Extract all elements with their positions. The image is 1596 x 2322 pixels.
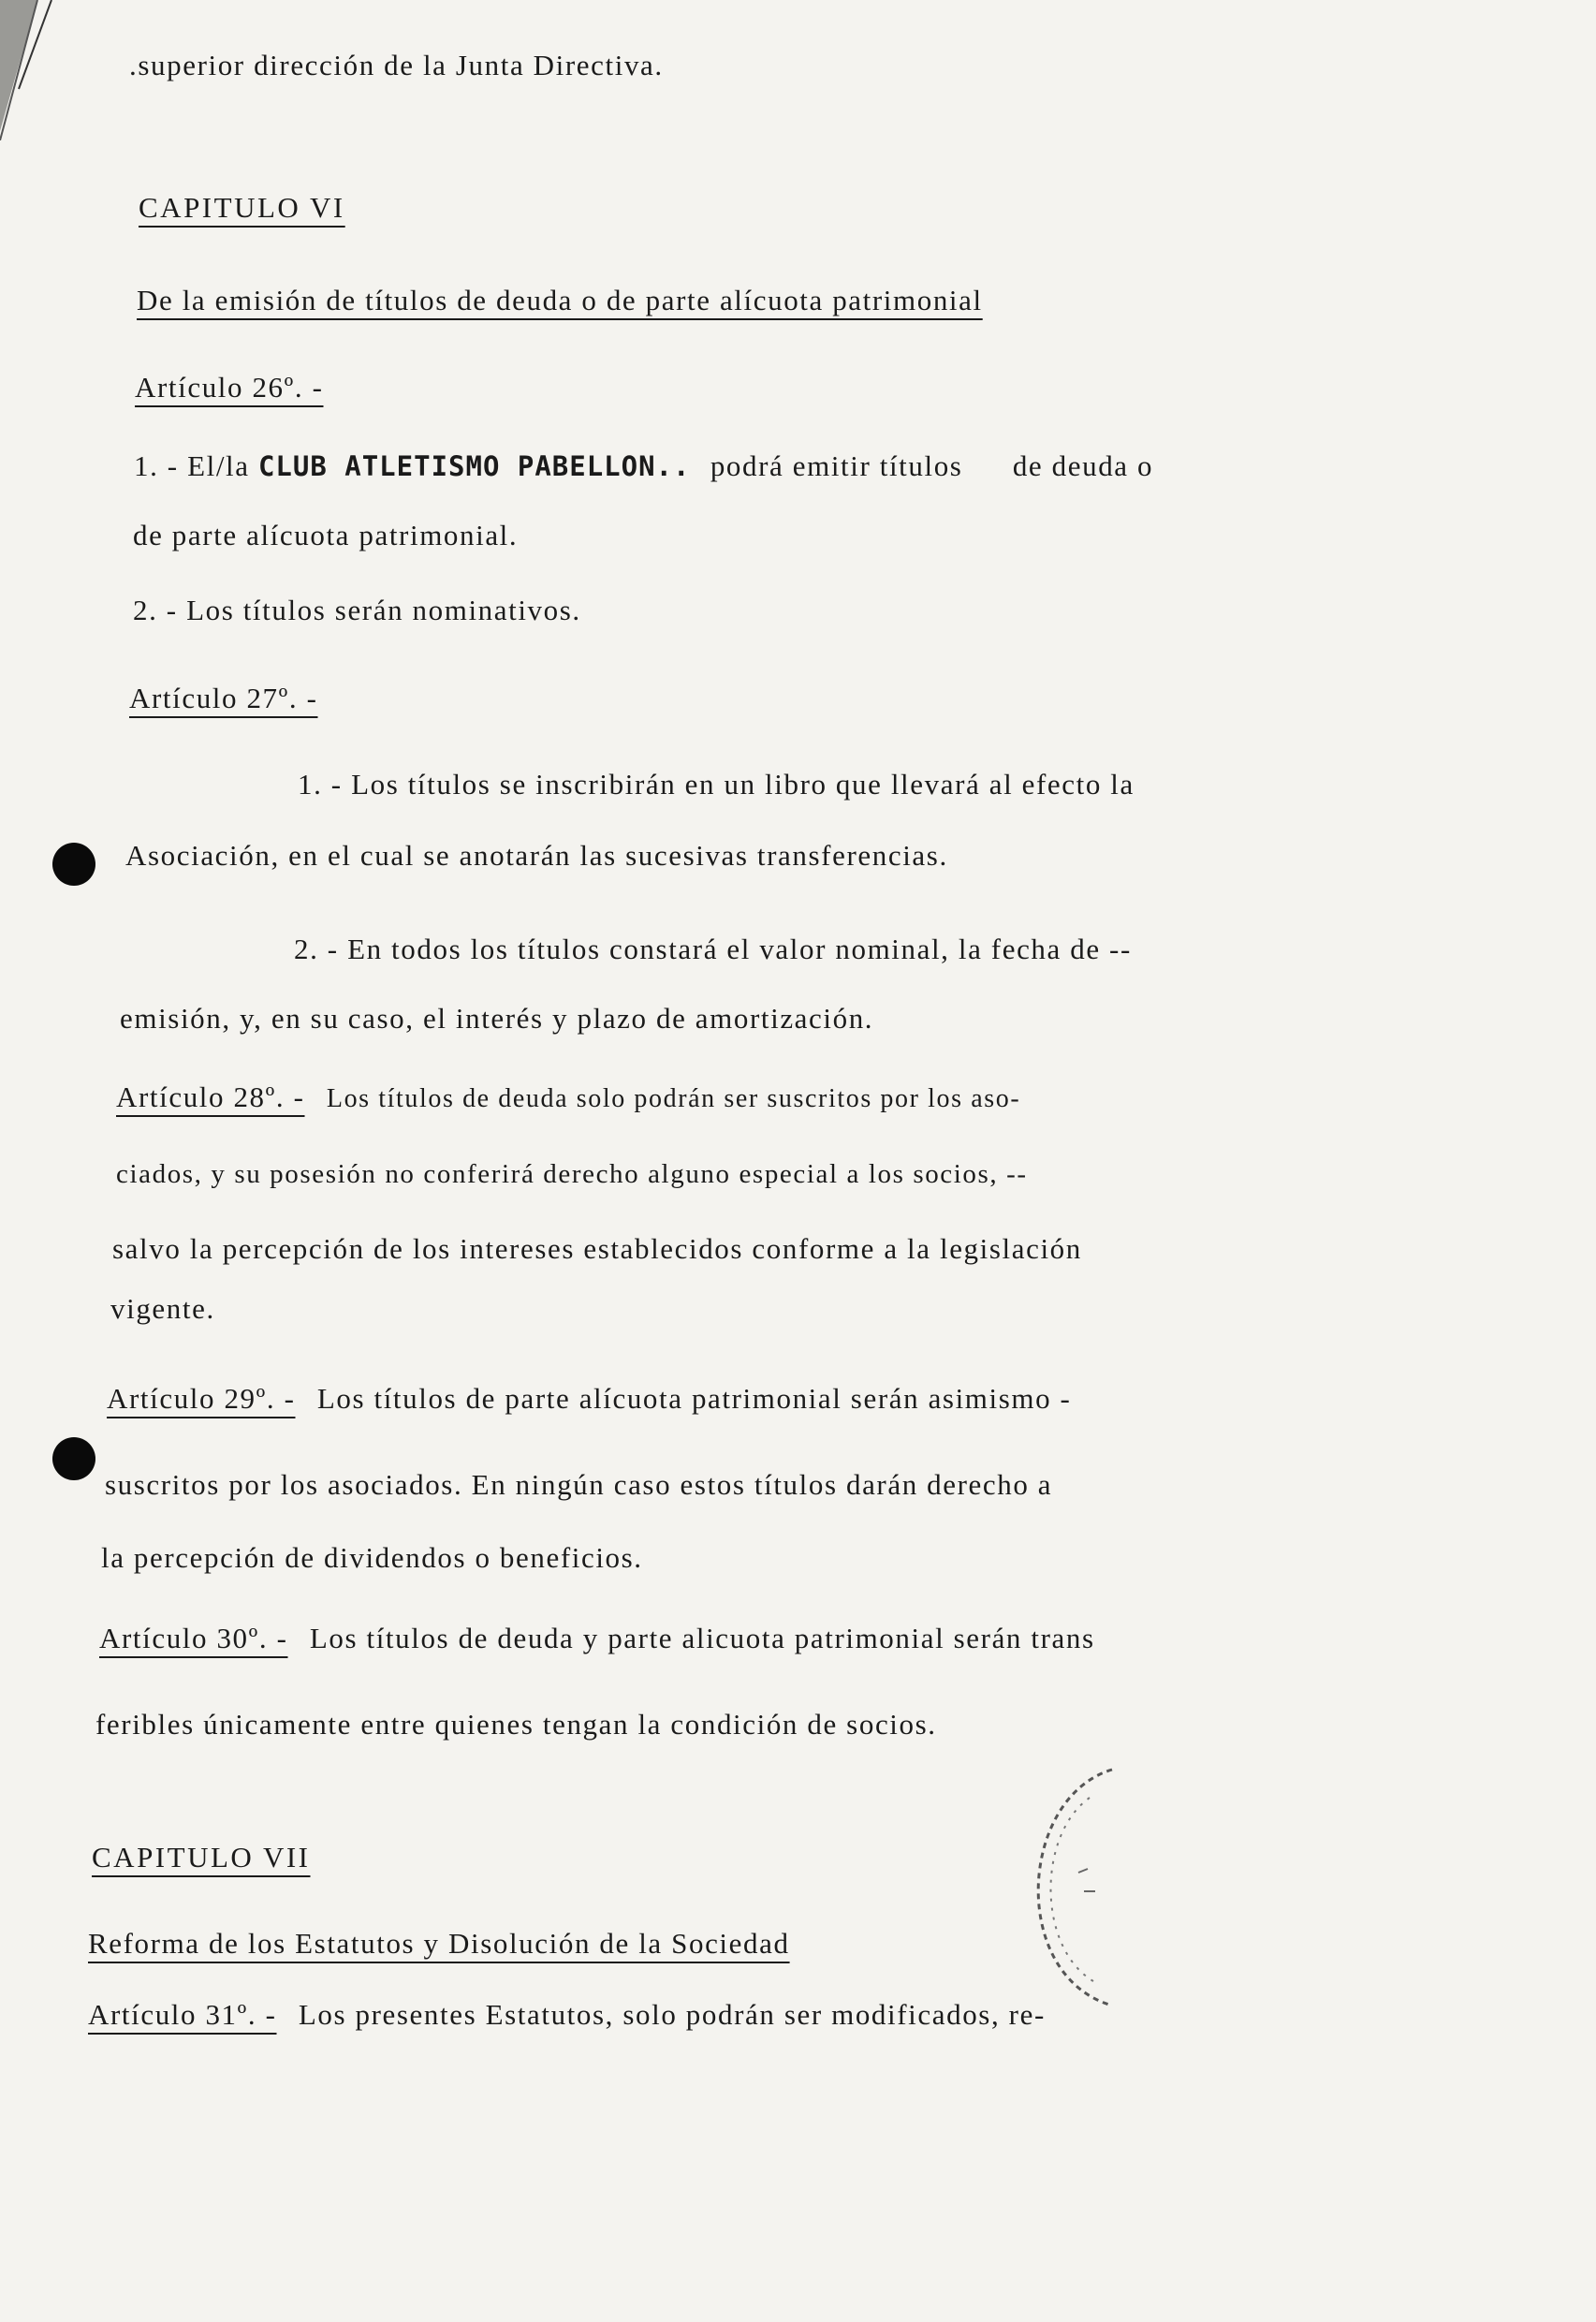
punch-hole-upper (52, 843, 95, 886)
chapter-7-heading: CAPITULO VII (92, 1841, 311, 1874)
article-29-text-2: suscritos por los asociados. En ningún caso estos títulos darán derecho a (105, 1468, 1053, 1501)
chapter-6-title: De la emisión de títulos de deuda o de parte alícuota patrimonial (137, 284, 983, 316)
article-27-item-1-cont: Asociación, en el cual se anotarán las sucesivas transferencias. (125, 839, 948, 872)
article-30-text-2: feribles únicamente entre quienes tengan la condición de socios. (95, 1708, 937, 1741)
article-28-heading: Artículo 28º. - (116, 1080, 305, 1113)
article-31-line: Artículo 31º. - Los presentes Estatutos, solo podrán ser modificados, re- (88, 1998, 1046, 2031)
article-29-line: Artículo 29º. - Los títulos de parte alícuota patrimonial serán asimismo - (107, 1382, 1072, 1415)
article-28-text-2: ciados, y su posesión no conferirá derecho alguno especial a los socios, -- (116, 1159, 1028, 1189)
article-27-heading: Artículo 27º. - (129, 682, 318, 714)
article-28-text-4: vigente. (110, 1292, 215, 1325)
article-30-heading: Artículo 30º. - (99, 1622, 288, 1654)
article-27-item-2: 2. - En todos los títulos constará el valor nominal, la fecha de -- (294, 933, 1132, 965)
punch-hole-lower (52, 1437, 95, 1480)
article-29-heading: Artículo 29º. - (107, 1382, 296, 1415)
article-26-heading: Artículo 26º. - (135, 371, 324, 404)
article-30-line: Artículo 30º. - Los títulos de deuda y parte alicuota patrimonial serán trans (99, 1622, 1095, 1654)
article-31-heading: Artículo 31º. - (88, 1998, 277, 2031)
article-26-text: 1. - El/la CLUB ATLETISMO PABELLON.. podrá emitir títulos de deuda o (134, 449, 1154, 482)
article-26-item-2: 2. - Los títulos serán nominativos. (133, 594, 581, 626)
continuation-line: .superior dirección de la Junta Directiva. (129, 49, 664, 81)
folded-corner (0, 0, 112, 140)
article-27-item-1: 1. - Los títulos se inscribirán en un libro que llevará al efecto la (298, 768, 1135, 801)
article-26-text-2: de parte alícuota patrimonial. (133, 519, 519, 551)
chapter-6-heading: CAPITULO VI (139, 191, 345, 224)
article-29-text-3: la percepción de dividendos o beneficios. (101, 1541, 643, 1574)
article-27-item-2-cont: emisión, y, en su caso, el interés y plazo de amortización. (120, 1002, 874, 1035)
club-name: CLUB ATLETISMO PABELLON.. (257, 450, 691, 482)
article-28-line: Artículo 28º. - Los títulos de deuda solo podrán ser suscritos por los aso- (116, 1080, 1021, 1113)
chapter-7-title: Reforma de los Estatutos y Disolución de la Sociedad (88, 1927, 790, 1960)
stamp-mark (1000, 1760, 1159, 2013)
article-28-text-3: salvo la percepción de los intereses establecidos conforme a la legislación (112, 1232, 1082, 1265)
